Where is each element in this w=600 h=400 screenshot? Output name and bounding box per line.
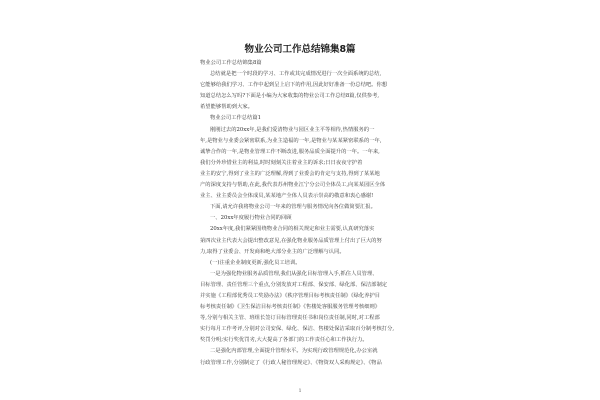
paragraph-line: 实行每月工作考评,分别对公司安保、绿化、保洁、售楼处保洁采取百分制考核打分,	[200, 326, 395, 333]
paragraph-line: 并实施《工程部优秀员工奖励办法》《秩序管理目标考核责任制》《绿化养护目	[200, 292, 381, 299]
paragraph-line: 第四次业主代表大会提出整改意见,在强化物业服务品质管理上付出了巨大的努	[200, 237, 382, 244]
paragraph-line: 业主、业主委员会全体成员,某某地产全体人员表示崇高的敬意和衷心感谢!	[200, 193, 374, 200]
paragraph-line: 年,是物业与业委会紧密联系,为业主造福的一年,是物业与某某紧密联系的一年,	[200, 137, 382, 144]
paragraph-line: 知道总结怎么写吗?下面是小编为大家收集的物业公司工作总结8篇,仅供参考,	[200, 93, 380, 100]
page-number: 1	[298, 389, 302, 394]
subtitle-line: 物业公司工作总结锦集8篇	[200, 60, 262, 66]
paragraph-line: 奖罚分明;实行奖优罚劣,大大提高了各部门的工作责任心和工作执行力。	[200, 337, 368, 344]
paragraph-line: 目标管理、责任管理三个重点,分别发放对工程部、保安部、绿化部、保洁部制定	[200, 281, 388, 288]
paragraph-line: 刚刚过去的20xx年,是我们爱清物业与园区业主平等相待,热情服务的一	[210, 126, 375, 133]
paragraph-line: 力,取得了业委会、开发商和绝大部分业主的广泛理解与认同。	[200, 248, 345, 255]
paragraph-line: 行政管理工作,分别制定了《行政人秘管理规定》、《物资双人采购规定》、《物品	[200, 359, 382, 366]
paragraph-line: 标考核责任制》《卫生保洁目标考核责任制》《售楼处客服服务管理考核细则》	[200, 304, 381, 311]
document-title: 物业公司工作总结锦集8篇	[244, 44, 356, 55]
paragraph-line: 下面,请允许我将物业公司一年来的管理与服务情况向各位做简要汇报。	[210, 204, 376, 211]
paragraph-line: 等,分别与相关主管、班组长签订目标管理责任书和岗位责任制,同时,对工程部	[200, 315, 380, 322]
paragraph-line: 产的深度支持与帮助,在此,我代表苏州物业江宁分公司全体员工,向某某园区全体	[200, 182, 386, 189]
paragraph-line: 诚挚合作的一年,是物业管理工作不断改进,服务品质全面提升的一年。一年来,	[200, 148, 380, 155]
paragraph-line: 它能够给我们学习、工作中起到呈上启下的作用,因此好好准备一份总结吧。你想	[200, 82, 388, 89]
paragraph-line: 我们分外珍惜业主的利益,时时刻刻关注着业主的诉求;日日夜夜守护着	[200, 159, 363, 166]
paragraph-line: 希望能够帮助到大家。	[200, 104, 253, 111]
paragraph-line: 业主的安宁,得到了业主的广泛理解,得到了业委会的肯定与支持,得到了某某地	[200, 170, 380, 177]
paragraph-line: 总结就是把一个时段的学习、工作或其完成情况进行一次全面系统的总结,	[210, 71, 382, 78]
document-body	[200, 58, 412, 369]
section-heading: 一、20xx年度履行物业合同的回顾	[210, 215, 292, 222]
paragraph-line: 一是为强化物业服务品质管理,我们从强化目标管理入手,抓住人员管理、	[210, 270, 378, 277]
paragraph-line: 二是强化内部管理,全面提升管理水平。为实现行政管理规范化,办公室就	[210, 348, 378, 355]
subsection-heading: (一)注重企业制度更新,强化员工培训。	[210, 259, 301, 266]
section-heading: 物业公司工作总结篇1	[210, 115, 262, 122]
paragraph-line: 20xx年度,我们紧紧围绕物业合同的相关规定和业主需要,认真研究落实	[210, 226, 375, 233]
